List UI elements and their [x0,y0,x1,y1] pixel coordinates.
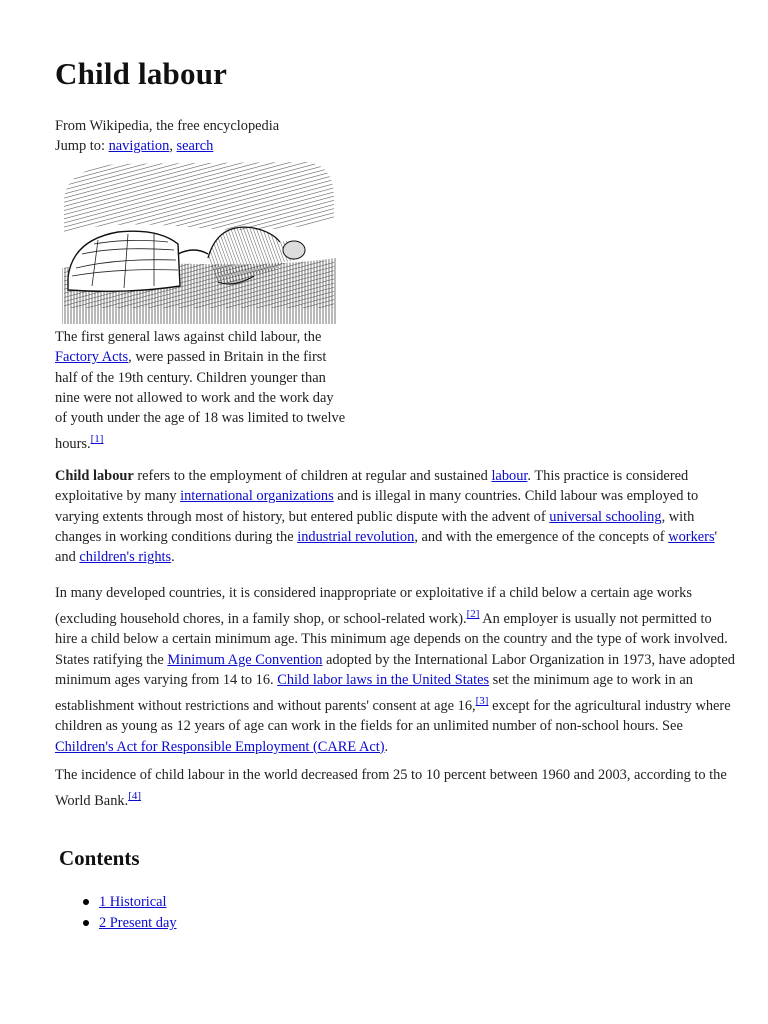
child-labor-laws-us-link[interactable]: Child labor laws in the United States [277,671,490,688]
table-of-contents [80,892,177,934]
labour-link[interactable]: labour [491,468,528,484]
paragraph-text: , and with the emergence of the concepts of [414,528,669,545]
page-title: Child labour [55,56,228,91]
reference-4-link[interactable]: [4] [128,790,142,803]
paragraph-text: . [171,549,175,566]
reference-2-link[interactable]: [2] [466,608,480,621]
bold-term: Child labour [55,468,134,484]
workers-link[interactable]: workers [668,528,715,545]
paragraph-text: except for the agricultural industry where children as young as 12 years of age can work in the fields for an unlimited number of non-school hours. See [55,698,731,735]
paragraph-text: . [384,738,389,755]
toc-item [80,913,177,934]
paragraph-text: and is illegal in many countries. Child labour was employed to varying extents through most of history, but entered public dispute with the advent of [55,488,699,525]
reference-1-link[interactable]: [1] [90,433,104,446]
care-act-link[interactable]: Children's Act for Responsible Employment (CARE Act) [55,738,385,755]
site-tagline: From Wikipedia, the free encyclopedia [55,118,280,134]
toc-item [80,892,177,913]
jump-to-bar [55,136,213,156]
jump-separator: , [169,138,177,154]
paragraph-text: adopted by the International Labor Organization in 1973, have adopted minimum ages varying from 14 to 16. [55,651,735,688]
caption-text: The first general laws against child labour, the [55,329,322,345]
paragraph-text: set the minimum age to work in an establishment without restrictions and without parents' consent at age 16, [55,671,693,715]
child-labour-engraving-image [58,158,338,326]
developed-countries-paragraph [55,583,737,757]
bullet-icon [83,920,89,926]
universal-schooling-link[interactable]: universal schooling [549,508,662,525]
paragraph-text: In many developed countries, it is considered inappropriate or exploitative if a child below a certain age works (excluding household chores, in a family shop, or school-related work). [55,585,692,628]
jump-to-label: Jump to: [55,138,109,154]
intro-paragraph [55,466,737,567]
paragraph-text: An employer is usually not permitted to hire a child below a certain minimum age. This minimum age depends on the country and the type of work involved. States ratifying the [55,611,728,668]
factory-acts-link[interactable]: Factory Acts [55,349,129,366]
paragraph-text: , with changes in working conditions during the [55,508,695,545]
jump-navigation-link[interactable]: navigation [108,138,170,154]
toc-link-present-day[interactable]: 2 Present day [99,915,177,931]
childrens-rights-link[interactable]: children's rights [79,549,172,566]
paragraph-text: ' and [55,528,718,566]
paragraph-text: refers to the employment of children at regular and sustained [133,468,492,484]
image-caption [55,327,347,455]
reference-3-link[interactable]: [3] [475,695,489,708]
paragraph-text: The incidence of child labour in the world decreased from 25 to 10 percent between 1960 and 2003, according to the World Bank. [55,767,727,810]
caption-text: , were passed in Britain in the first half of the 19th century. Children younger than nine were not allowed to work and the work day of youth under the age of 18 was limited to twelve hours. [55,349,346,453]
industrial-revolution-link[interactable]: industrial revolution [297,528,415,545]
paragraph-text: . This practice is considered exploitative by many [55,468,689,505]
toc-link-historical[interactable]: 1 Historical [99,894,167,910]
incidence-paragraph [55,765,737,811]
contents-heading: Contents [59,846,140,870]
minimum-age-convention-link[interactable]: Minimum Age Convention [167,651,323,668]
international-organizations-link[interactable]: international organizations [180,488,334,505]
bullet-icon [83,899,89,905]
jump-search-link[interactable]: search [176,138,214,154]
